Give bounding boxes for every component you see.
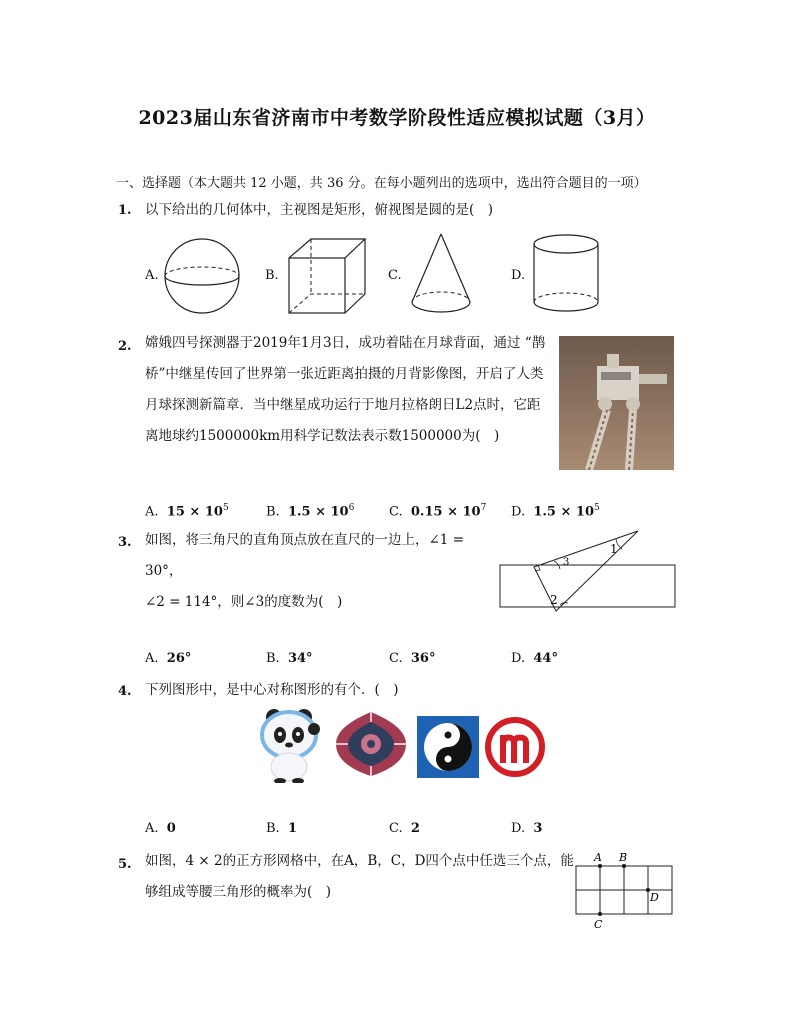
q2-line: 月球探测新篇章．当中继星成功运行于地月拉格朗日L2点时，它距 (145, 397, 541, 413)
lunar-rover-photo (559, 336, 674, 470)
grid-figure (572, 848, 678, 934)
q2-option-b: B. $1.5 \times 10^6$ (266, 503, 355, 520)
sphere-icon (162, 236, 242, 316)
q2-option-d: D. $1.5 \times 10^5$ (511, 503, 600, 520)
q3-line: ∠2 = 114°，则∠3的度数为( ) (145, 594, 343, 610)
q3-number: 3. (118, 535, 132, 550)
cylinder-icon (530, 232, 602, 316)
q5-line: 够组成等腰三角形的概率为( ) (145, 884, 332, 900)
q3-text (145, 525, 505, 618)
q2-line: 嫦娥四号探测器于2019年1月3日，成功着陆在月球背面，通过 “鹊 (145, 335, 546, 351)
q4-option-c: C. 2 (389, 821, 420, 836)
q1-text: 以下给出的几何体中，主视图是矩形，俯视图是圆的是( ) (145, 202, 494, 218)
q3-option-d: D. 44° (511, 651, 558, 666)
q1-option-b-label: B. (265, 268, 279, 283)
point-label-a: A (594, 851, 602, 864)
q1-option-d-label: D. (511, 268, 526, 283)
q4-text: 下列图形中，是中心对称图形的有个．( ) (145, 682, 399, 698)
q4-number: 4. (118, 684, 132, 699)
q5-text (145, 846, 575, 908)
angle-label-2: 2 (550, 593, 558, 607)
q4-option-d: D. 3 (511, 821, 543, 836)
q4-option-b: B. 1 (266, 821, 297, 836)
angle-label-3: 3 (563, 557, 570, 568)
q1-option-a-label: A. (145, 268, 159, 283)
q2-line: 离地球约1500000km用科学记数法表示数1500000为( ) (145, 428, 500, 444)
ruler-triangle-figure (498, 525, 678, 615)
q5-line: 如图，4 × 2的正方形网格中，在A，B，C，D四个点中任选三个点，能 (145, 853, 574, 869)
q5-number: 5. (118, 857, 132, 872)
cube-icon (285, 236, 371, 316)
q3-option-b: B. 34° (266, 651, 313, 666)
q3-line: 如图，将三角尺的直角顶点放在直尺的一边上，∠1 = 30°， (145, 532, 465, 579)
page-title: 2023届山东省济南市中考数学阶段性适应模拟试题（3月） (138, 107, 656, 129)
panda-mascot-icon (250, 705, 328, 783)
q2-option-c: C. $0.15 \times 10^7$ (389, 503, 487, 520)
metro-logo-icon (484, 716, 546, 778)
angle-label-1: 1 (610, 542, 618, 556)
q2-text (145, 328, 555, 452)
q1-number: 1. (118, 203, 132, 218)
q1-option-c-label: C. (388, 268, 402, 283)
q4-option-a: A. 0 (145, 821, 176, 836)
point-label-b: B (619, 851, 628, 864)
q3-option-a: A. 26° (145, 651, 192, 666)
point-label-c: C (594, 918, 603, 931)
yin-yang-icon (417, 716, 479, 778)
q3-option-c: C. 36° (389, 651, 436, 666)
q2-option-a: A. $15 \times 10^5$ (145, 503, 229, 520)
point-label-d: D (650, 891, 659, 904)
section-header: 一、选择题（本大题共 12 小题，共 36 分。在每小题列出的选项中，选出符合题目的一项） (116, 176, 647, 191)
cone-icon (408, 230, 474, 318)
ornament-icon (332, 710, 410, 778)
q2-number: 2. (118, 339, 132, 354)
q2-line: 桥”中继星传回了世界第一张近距离拍摄的月背影像图，开启了人类 (145, 366, 544, 382)
